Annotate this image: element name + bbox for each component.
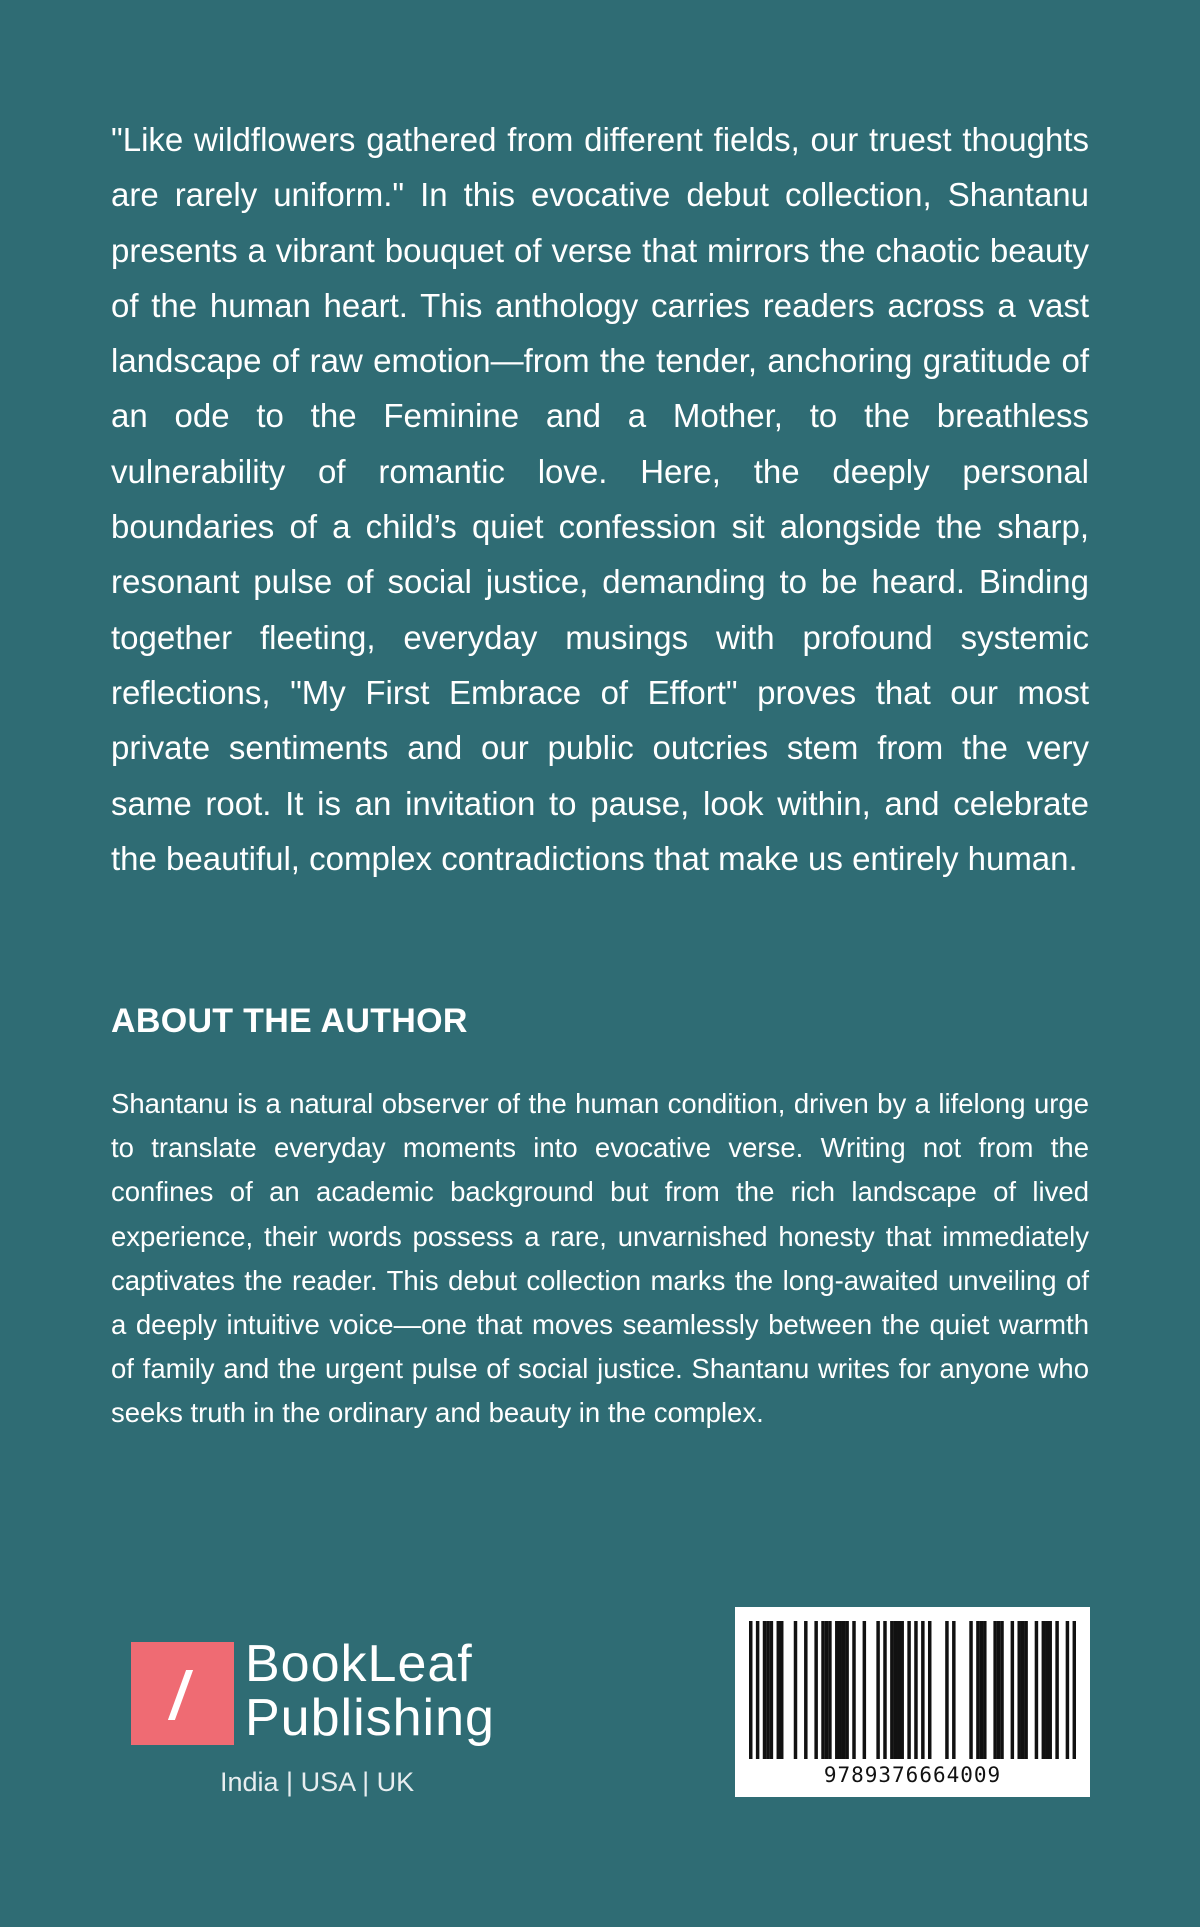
barcode-bar (945, 1621, 948, 1759)
barcode-bar (993, 1621, 996, 1759)
barcode-bar (863, 1621, 866, 1759)
slash-icon (168, 1670, 193, 1720)
barcode-bar (845, 1621, 848, 1759)
bookleaf-logo-icon (131, 1642, 234, 1745)
barcode-bar (980, 1621, 983, 1759)
barcode-bar (928, 1621, 931, 1759)
about-author-heading: ABOUT THE AUTHOR (111, 1002, 468, 1040)
barcode-bar (835, 1621, 838, 1759)
barcode-bar (921, 1621, 924, 1759)
publisher-name-line1: BookLeaf (245, 1635, 473, 1693)
barcode-bar (1055, 1621, 1058, 1759)
barcode-bar (1035, 1621, 1038, 1759)
isbn-number: 9789376664009 (823, 1763, 1002, 1787)
barcode-bar (814, 1621, 817, 1759)
barcode-bar (825, 1621, 828, 1759)
barcode-bar (766, 1621, 769, 1759)
barcode-bar (780, 1621, 783, 1759)
barcode-bar (907, 1621, 910, 1759)
publisher-logo (131, 1637, 511, 1807)
barcode-bar (1021, 1621, 1024, 1759)
barcode-bar (983, 1621, 986, 1759)
barcode-bar (770, 1621, 773, 1759)
barcode-bar (900, 1621, 903, 1759)
barcode-bar (1045, 1621, 1048, 1759)
barcode-bar (842, 1621, 845, 1759)
barcode-bar (777, 1621, 780, 1759)
barcode-bar (1000, 1621, 1003, 1759)
barcode-bar (876, 1621, 879, 1759)
barcode-bar (914, 1621, 917, 1759)
barcode-bar (952, 1621, 955, 1759)
publisher-name (245, 1637, 495, 1745)
isbn-barcode (735, 1607, 1090, 1797)
barcode-bar (897, 1621, 900, 1759)
barcode-bar (1073, 1621, 1076, 1759)
barcode-bar (1011, 1621, 1014, 1759)
barcode-bar (890, 1621, 893, 1759)
publisher-name-line2: Publishing (245, 1689, 495, 1747)
barcode-bar (1066, 1621, 1069, 1759)
barcode-bar (749, 1621, 752, 1759)
barcode-bar (821, 1621, 824, 1759)
barcode-bar (828, 1621, 831, 1759)
barcode-bar (997, 1621, 1000, 1759)
barcode-bar (1048, 1621, 1051, 1759)
barcode-bar (883, 1621, 886, 1759)
publisher-locations: India | USA | UK (220, 1767, 415, 1797)
barcode-bar (976, 1621, 979, 1759)
book-blurb: "Like wildflowers gathered from different fields, our truest thoughts are rarely uniform." In this evocative debut collection, Shantanu presents a vibrant bouquet of verse that mirrors the chaotic beauty of the human heart. This anthology carries readers across a vast landscape of raw emotion—from the tender, anchoring gratitude of an ode to the Feminine and a Mother, to the breathless vulnerability of romantic love. Here, the deeply personal boundaries of a child’s quiet confession sit alongside the sharp, resonant pulse of social justice, demanding to be heard. Binding together fleeting, everyday musings with profound systemic reflections, "My First Embrace of Effort" proves that our most private sentiments and our public outcries stem from the very same root. It is an invitation to pause, look within, and celebrate the beautiful, complex contradictions that make us entirely human. (111, 121, 1089, 877)
barcode-bar (1017, 1621, 1020, 1759)
barcode-bar (804, 1621, 807, 1759)
barcode-bar (894, 1621, 897, 1759)
barcode-bar (763, 1621, 766, 1759)
barcode-icon (749, 1621, 1076, 1759)
barcode-bar (838, 1621, 841, 1759)
barcode-bar (1042, 1621, 1045, 1759)
barcode-bar (969, 1621, 972, 1759)
barcode-bar (794, 1621, 797, 1759)
author-bio: Shantanu is a natural observer of the human condition, driven by a lifelong urge to translate everyday moments into evocative verse. Writing not from the confines of an academic background but from the rich landscape of lived experience, their words possess a rare, unvarnished honesty that immediately captivates the reader. This debut collection marks the long-awaited unveiling of a deeply intuitive voice—one that moves seamlessly between the quiet warmth of family and the urgent pulse of social justice. Shantanu writes for anyone who seeks truth in the ordinary and beauty in the complex. (111, 1088, 1089, 1429)
barcode-bar (852, 1621, 855, 1759)
barcode-bar (1024, 1621, 1027, 1759)
barcode-bar (756, 1621, 759, 1759)
